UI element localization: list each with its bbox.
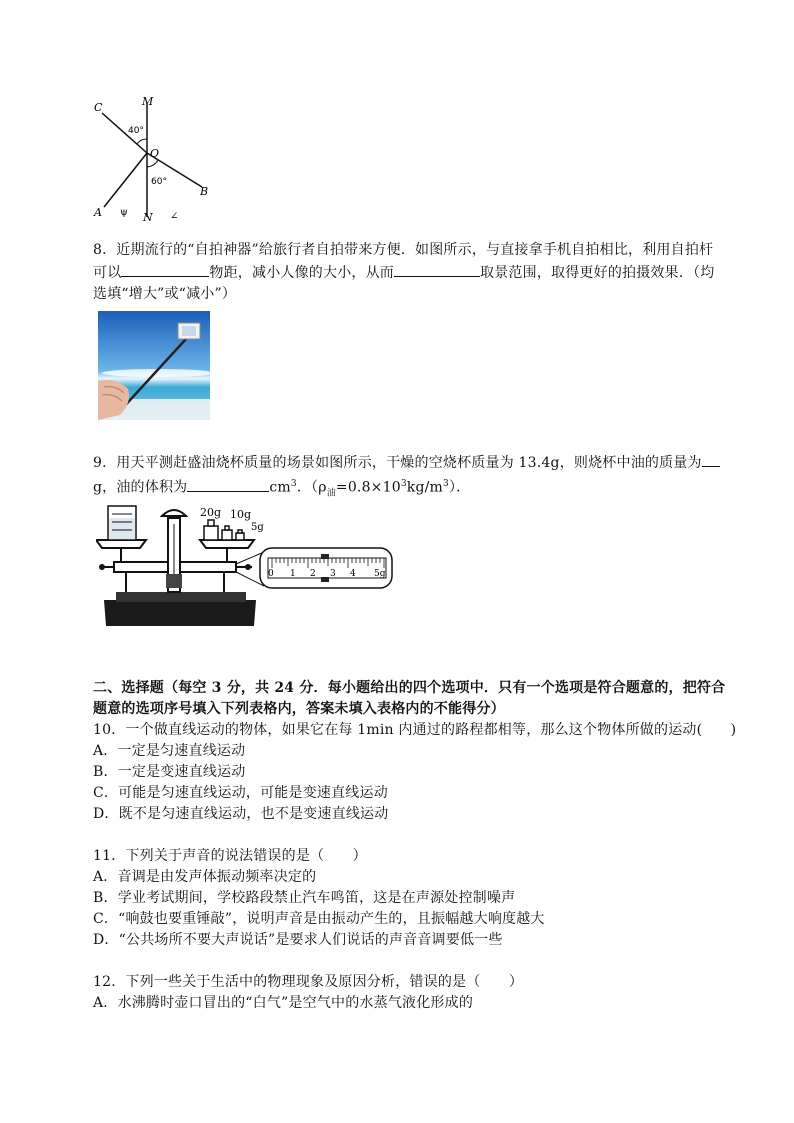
q10-option-d[interactable]: D．既不是匀速直线运动，也不是变速直线运动 xyxy=(93,806,389,822)
q8-line2 xyxy=(93,262,714,283)
q9-line1 xyxy=(93,452,720,473)
label-b: B xyxy=(200,185,209,198)
q10-stem: 10．一个做直线运动的物体，如果它在每 1min 内通过的路程都相等，那么这个物体所做的运动( ) xyxy=(93,722,737,738)
scale-tick-3: 3 xyxy=(330,569,336,579)
label-n: N xyxy=(143,211,153,224)
section2-line1: 二、选择题（每空 3 分，共 24 分．每小题给出的四个选项中．只有一个选项是符合题意的，把符合 xyxy=(93,680,726,696)
q8-text-a: 可以 xyxy=(93,265,122,281)
label-z: ∠ xyxy=(170,211,179,222)
scale-tick-0: 0 xyxy=(268,569,274,579)
q9-unit-cm: cm xyxy=(269,479,291,496)
q11-stem: 11．下列关于声音的说法错误的是（ ） xyxy=(93,848,367,864)
q11-option-d[interactable]: D．“公共场所不要大声说话”是要求人们说话的声音音调要低一些 xyxy=(93,932,503,948)
scale-tick-2: 2 xyxy=(310,569,316,579)
q9-blank-1[interactable] xyxy=(702,452,720,467)
q9-blank-2[interactable] xyxy=(187,477,269,492)
q8-line1: 8．近期流行的“自拍神器”给旅行者自拍带来方便．如图所示，与直接拿手机自拍相比，利用自拍杆 xyxy=(93,242,714,258)
label-m: M xyxy=(142,95,154,108)
q9-unit-cm-sup: 3 xyxy=(290,479,297,489)
ray-ao xyxy=(104,153,147,207)
q8-text-b: 物距，减小人像的大小，从而 xyxy=(209,265,395,281)
q8-text-c: 取景范围，取得更好的拍摄效果．（均 xyxy=(480,265,715,281)
q9-text-1: 9．用天平测赶盛油烧杯质量的场景如图所示，干燥的空烧杯质量为 13.4g，则烧杯中油的质量为 xyxy=(93,455,702,471)
rider xyxy=(321,554,329,559)
label-psi: ψ xyxy=(120,207,128,218)
label-o: O xyxy=(150,147,160,160)
weight-5g: 5g xyxy=(251,522,264,533)
label-c: C xyxy=(94,101,103,114)
weight-20g: 20g xyxy=(200,506,222,519)
q12-stem: 12．下列一些关于生活中的物理现象及原因分析，错误的是（ ） xyxy=(93,974,524,990)
light-ray-figure xyxy=(90,95,220,225)
label-40: 40° xyxy=(128,126,144,136)
scale-tick-5: 5g xyxy=(374,569,386,579)
q11-option-a[interactable]: A．音调是由发声体振动频率决定的 xyxy=(93,869,317,885)
q10-option-a[interactable]: A．一定是匀速直线运动 xyxy=(93,743,246,759)
q10-option-b[interactable]: B．一定是变速直线运动 xyxy=(93,764,246,780)
q12-option-a[interactable]: A．水沸腾时壶口冒出的“白气”是空气中的水蒸气液化形成的 xyxy=(93,995,474,1011)
scale-tick-4: 4 xyxy=(350,569,356,579)
q9-text-density: =0.8×10 xyxy=(335,479,401,496)
balance-figure xyxy=(96,500,396,630)
q11-option-b[interactable]: B．学业考试期间，学校路段禁止汽车鸣笛，这是在声源处控制噪声 xyxy=(93,890,516,906)
q10-option-c[interactable]: C．可能是匀速直线运动，可能是变速直线运动 xyxy=(93,785,388,801)
scale-tick-1: 1 xyxy=(290,569,296,579)
label-60: 60° xyxy=(151,177,167,187)
q9-text-rho-sub: 油 xyxy=(326,488,336,499)
section2-line2: 题意的选项序号填入下列表格内，答案未填入表格内的不能得分） xyxy=(93,701,505,717)
q9-text-end: ）． xyxy=(448,479,471,496)
weight-10g: 10g xyxy=(230,508,252,521)
q8-blank-2[interactable] xyxy=(394,262,480,277)
q9-unit-sup: 3 xyxy=(443,479,449,489)
selfie-stick-photo xyxy=(98,311,210,420)
q9-text-2a: g，油的体积为 xyxy=(93,479,188,496)
label-a: A xyxy=(94,206,102,219)
q9-text-unit: kg/m xyxy=(406,479,444,496)
q11-option-c[interactable]: C．“响鼓也要重锤敲”，说明声音是由振动产生的，且振幅越大响度越大 xyxy=(93,911,545,927)
q9-density-sup: 3 xyxy=(400,479,407,489)
q8-blank-1[interactable] xyxy=(121,262,209,277)
q8-line3: 选填“增大”或“减小”） xyxy=(93,286,237,302)
q9-text-rho: ．（ρ xyxy=(296,479,327,496)
